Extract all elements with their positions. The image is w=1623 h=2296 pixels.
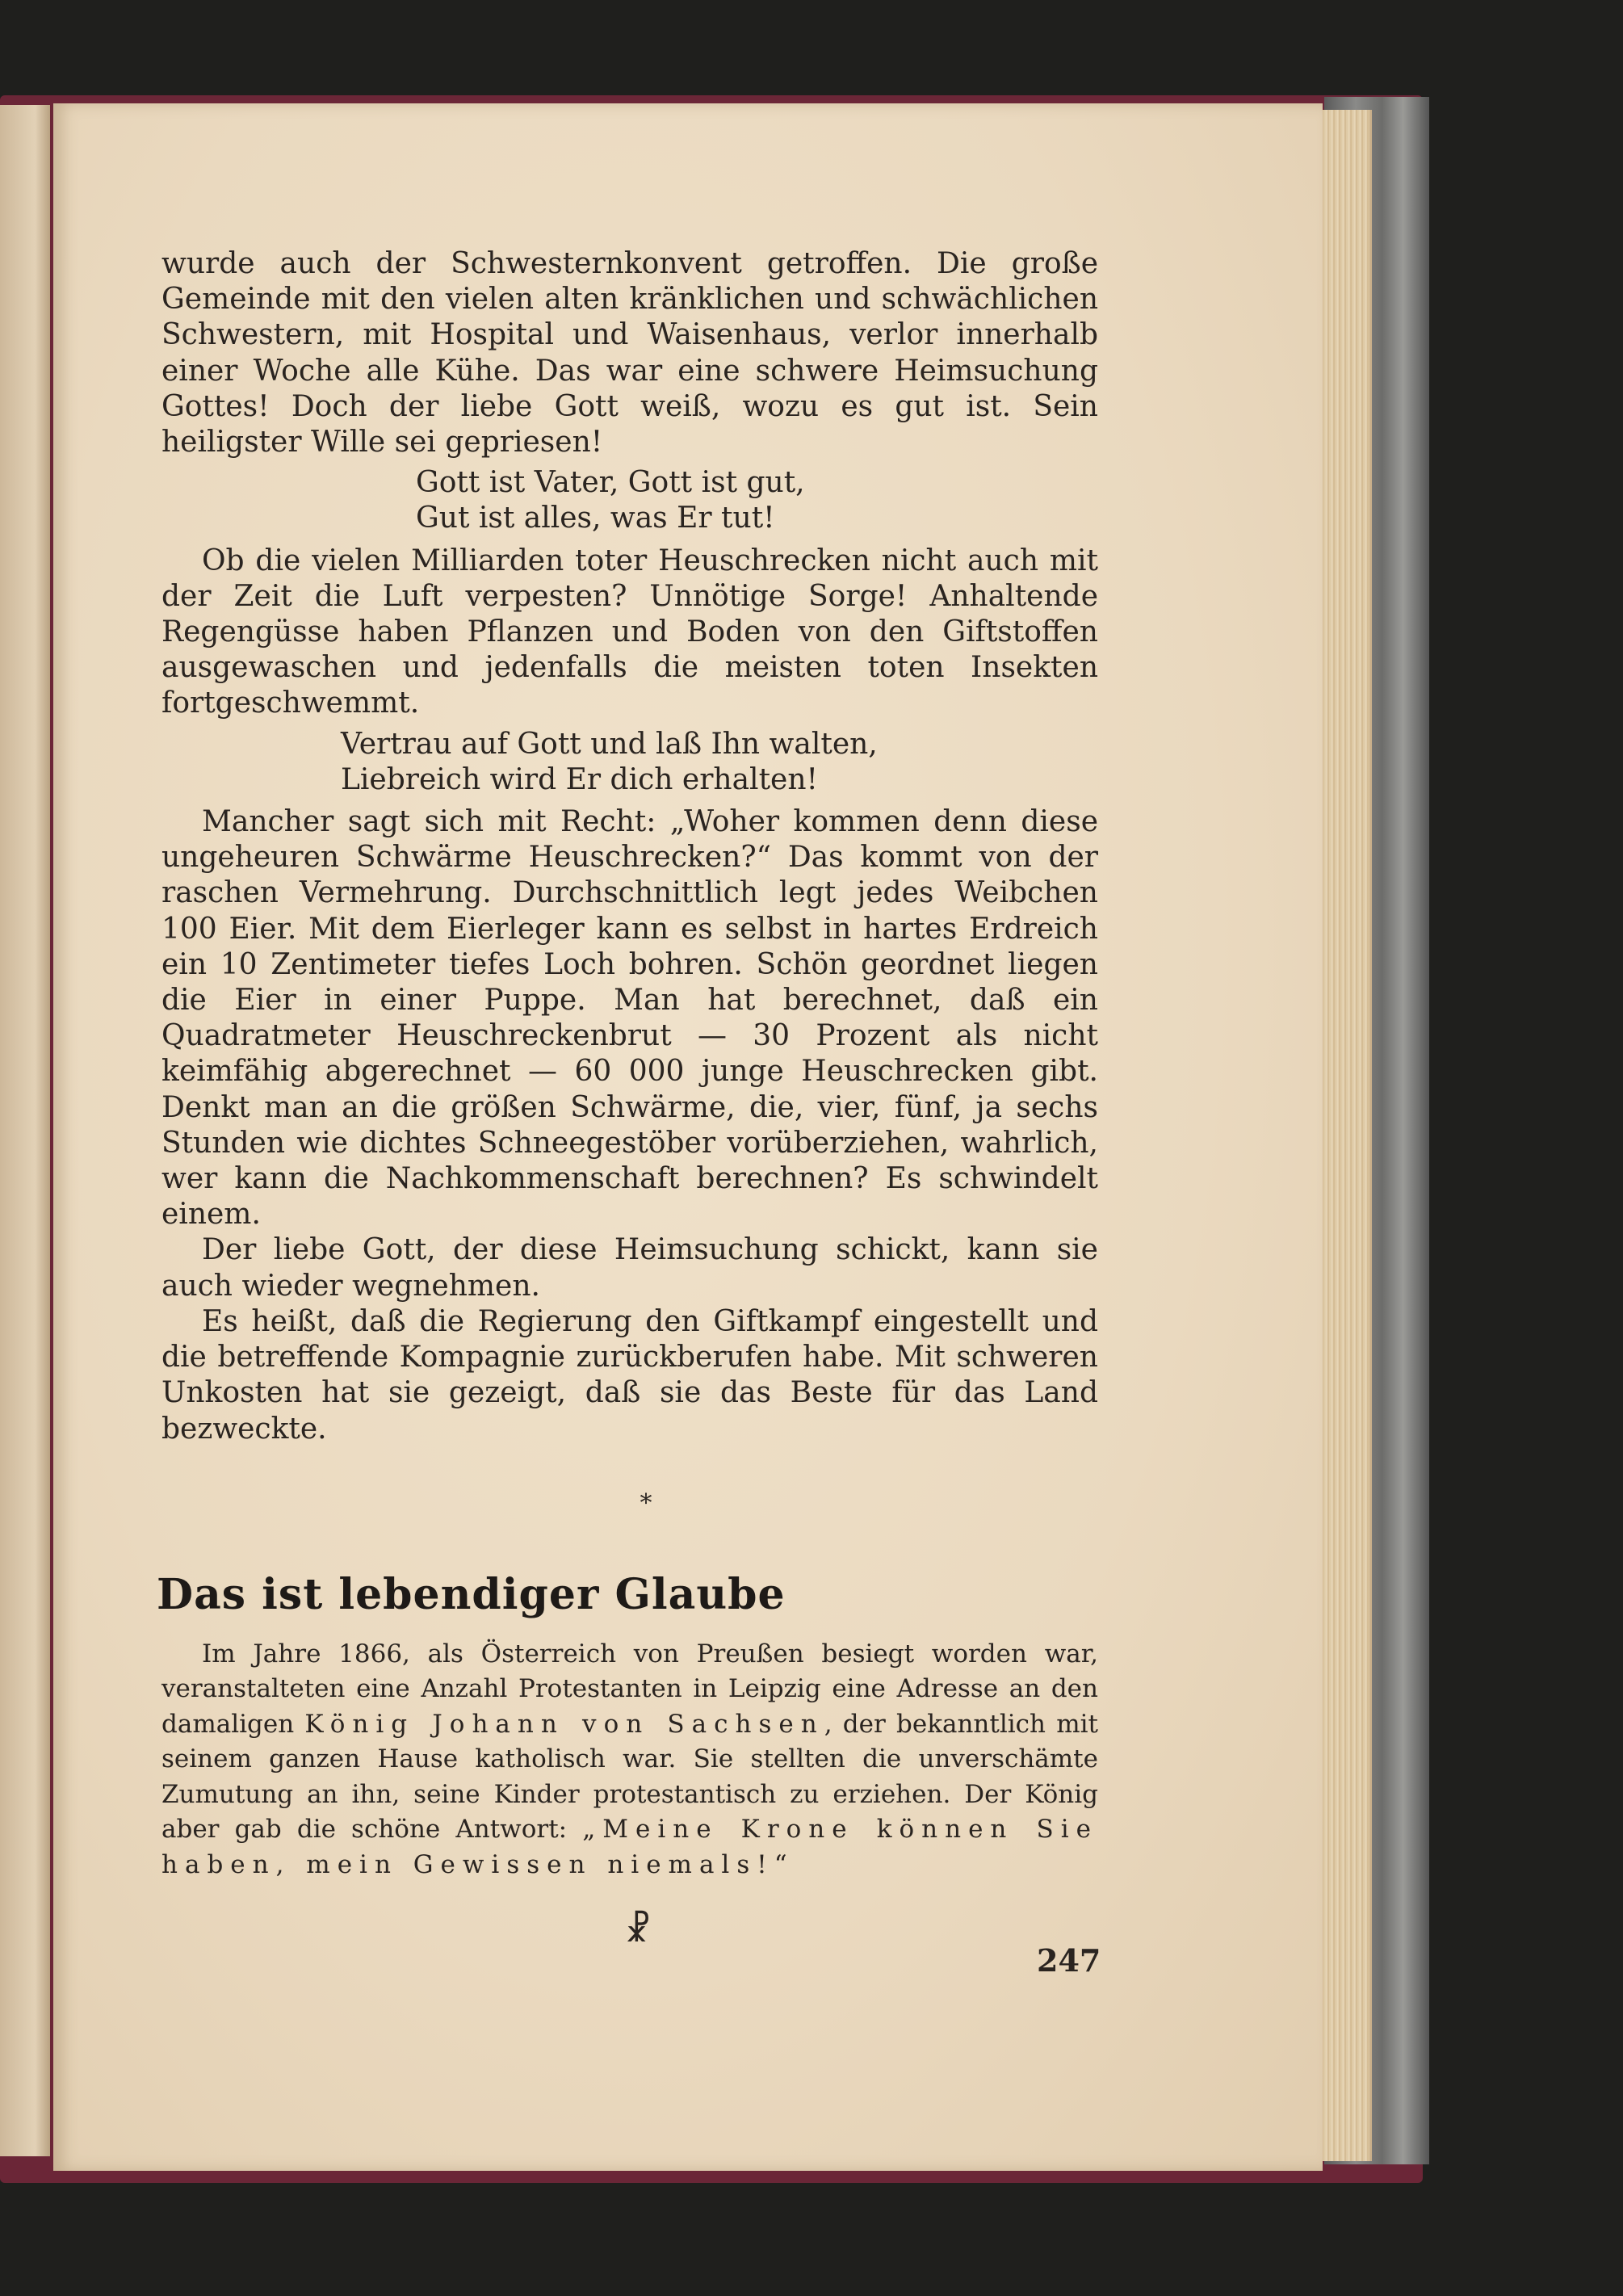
- story-paragraph: [161, 1637, 1098, 1883]
- paragraph: Mancher sagt sich mit Recht: „Woher kommen denn diese ungeheuren Schwärme Heuschrecken?“ Das kommt von der raschen Vermehrung. Durchschnittlich legt jedes Weibchen 100 Eier. Mit dem Eierleger kann es selbst in hartes Erdreich ein 10 Zentimeter tiefes Loch bohren. Schön geordnet liegen die Eier in einer Puppe. Man hat berechnet, daß ein Quadratmeter Heuschreckenbrut — 30 Prozent als nicht keimfähig abgerechnet — 60 000 junge Heuschrecken gibt. Denkt man an die größen Schwärme, die, vier, fünf, ja sechs Stunden wie dichtes Schneegestöber vorüberziehen, wahrlich, wer kann die Nachkommenschaft berechnen? Es schwindelt einem.: [161, 805, 1098, 1232]
- story-text: , der bekanntlich mit seinem ganzen Hause katholisch war. Sie stellten die unverschämte Zumutung an ihn, seine Kinder protestantisch zu erziehen. Der König aber gab die schöne Antwort:: [161, 1709, 1098, 1845]
- paragraph: Der liebe Gott, der diese Heimsuchung schickt, kann sie auch wieder wegnehmen.: [161, 1233, 1098, 1303]
- king-quote: „Meine Krone können Sie haben, mein Gewissen niemals!“: [161, 1815, 1098, 1879]
- verse-line: Gut ist alles, was Er tut!: [416, 502, 775, 535]
- paragraph: Es heißt, daß die Regierung den Giftkampf eingestellt und die betreffende Kompagnie zurückberufen habe. Mit schweren Unkosten hat sie gezeigt, daß sie das Beste für das Land bezweckte.: [161, 1304, 1098, 1446]
- page-number: 247: [1037, 1942, 1101, 1979]
- king-name: König Johann von Sachsen: [304, 1709, 824, 1739]
- section-heading: Das ist lebendiger Glaube: [157, 1569, 786, 1619]
- paragraph: wurde auch der Schwesternkonvent getroffen. Die große Gemeinde mit den vielen alten kränklichen und schwächlichen Schwestern, mit Hospital und Waisenhaus, verlor innerhalb einer Woche alle Kühe. Das war eine schwere Heimsuchung Gottes! Doch der liebe Gott weiß, wozu es gut ist. Sein heiligster Wille sei gepriesen!: [161, 247, 1098, 460]
- page-text: [157, 246, 1098, 1950]
- verse-line: Vertrau auf Gott und laß Ihn walten,: [341, 727, 878, 761]
- story-text: Im Jahre 1866, als Österreich von Preußen besiegt worden war, veranstalteten eine Anzahl Protestanten in Leipzig eine Adresse an den damaligen: [161, 1639, 1098, 1739]
- paragraph: Ob die vielen Milliarden toter Heuschrecken nicht auch mit der Zeit die Luft verpesten? Unnötige Sorge! Anhaltende Regengüsse haben Pflanzen und Boden von den Giftstoffen ausgewaschen und jedenfalls die meisten toten Insekten fortgeschwemmt.: [161, 544, 1098, 720]
- section-separator: *: [640, 1488, 652, 1517]
- verse-line: Liebreich wird Er dich erhalten!: [341, 762, 818, 796]
- chi-rho-ornament-icon: ☧: [624, 1910, 652, 1950]
- left-page-edge: [0, 105, 50, 2156]
- verse-line: Gott ist Vater, Gott ist gut,: [416, 466, 805, 500]
